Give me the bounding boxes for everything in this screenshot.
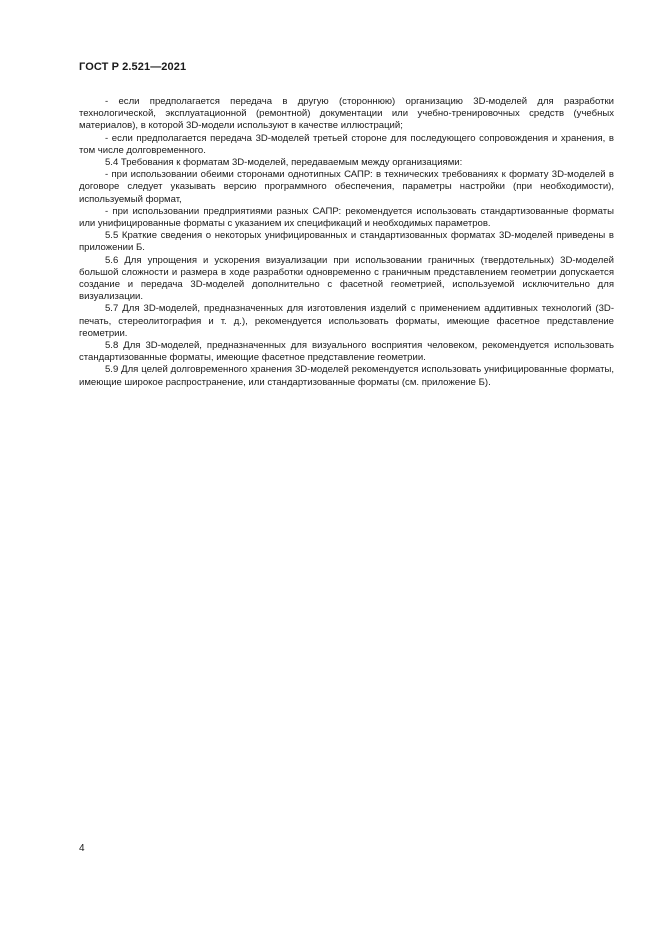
document-code-header: ГОСТ Р 2.521—2021 xyxy=(79,61,187,73)
paragraph-5-6: 5.6 Для упрощения и ускорения визуализации при использовании граничных (твердотельных) 3D-моделей большой сложности и размера в ходе разработки одновременно с граничным представлением геометрии допускается создание и передача 3D-моделей дополнительно с фасетной геометрией, используемой исключительно для визуализации. xyxy=(79,254,614,303)
paragraph-bullet-third-party-docs: - если предполагается передача в другую (стороннюю) организацию 3D-моделей для разработки технологической, эксплуатационной (ремонтной) документации или учебно-тренировочных средств (учебных материалов), в которой 3D-модели используют в качестве иллюстраций; xyxy=(79,96,614,132)
paragraph-5-5: 5.5 Краткие сведения о некоторых унифицированных и стандартизованных форматах 3D-моделей приведены в приложении Б. xyxy=(79,230,614,254)
document-body xyxy=(79,96,614,389)
paragraph-bullet-different-cad: - при использовании предприятиями разных САПР: рекомендуется использовать стандартизованные форматы или унифицированные форматы с указанием их спецификаций и необходимых параметров. xyxy=(79,205,614,230)
paragraph-bullet-same-cad: - при использовании обеими сторонами однотипных САПР: в технических требованиях к формату 3D-моделей в договоре следует указывать версию программного обеспечения, параметры настройки (при необходимости), используемый формат, xyxy=(79,169,614,205)
page-number: 4 xyxy=(79,843,85,854)
paragraph-5-8: 5.8 Для 3D-моделей, предназначенных для визуального восприятия человеком, рекомендуется использовать стандартизованные форматы, имеющие фасетное представление геометрии. xyxy=(79,340,614,364)
paragraph-5-4: 5.4 Требования к форматам 3D-моделей, передаваемым между организациями: xyxy=(105,157,463,169)
paragraph-5-9: 5.9 Для целей долговременного хранения 3D-моделей рекомендуется использовать унифицированные форматы, имеющие широкое распространение, или стандартизованные форматы (см. приложение Б). xyxy=(79,364,614,388)
paragraph-bullet-third-party-storage: - если предполагается передача 3D-моделей третьей стороне для последующего сопровождения и хранения, в том числе долговременного. xyxy=(79,132,614,156)
paragraph-5-7: 5.7 Для 3D-моделей, предназначенных для изготовления изделий с применением аддитивных технологий (3D-печать, стереолитография и т. д.), рекомендуется использовать форматы, имеющие фасетное представление геометрии. xyxy=(79,303,614,339)
